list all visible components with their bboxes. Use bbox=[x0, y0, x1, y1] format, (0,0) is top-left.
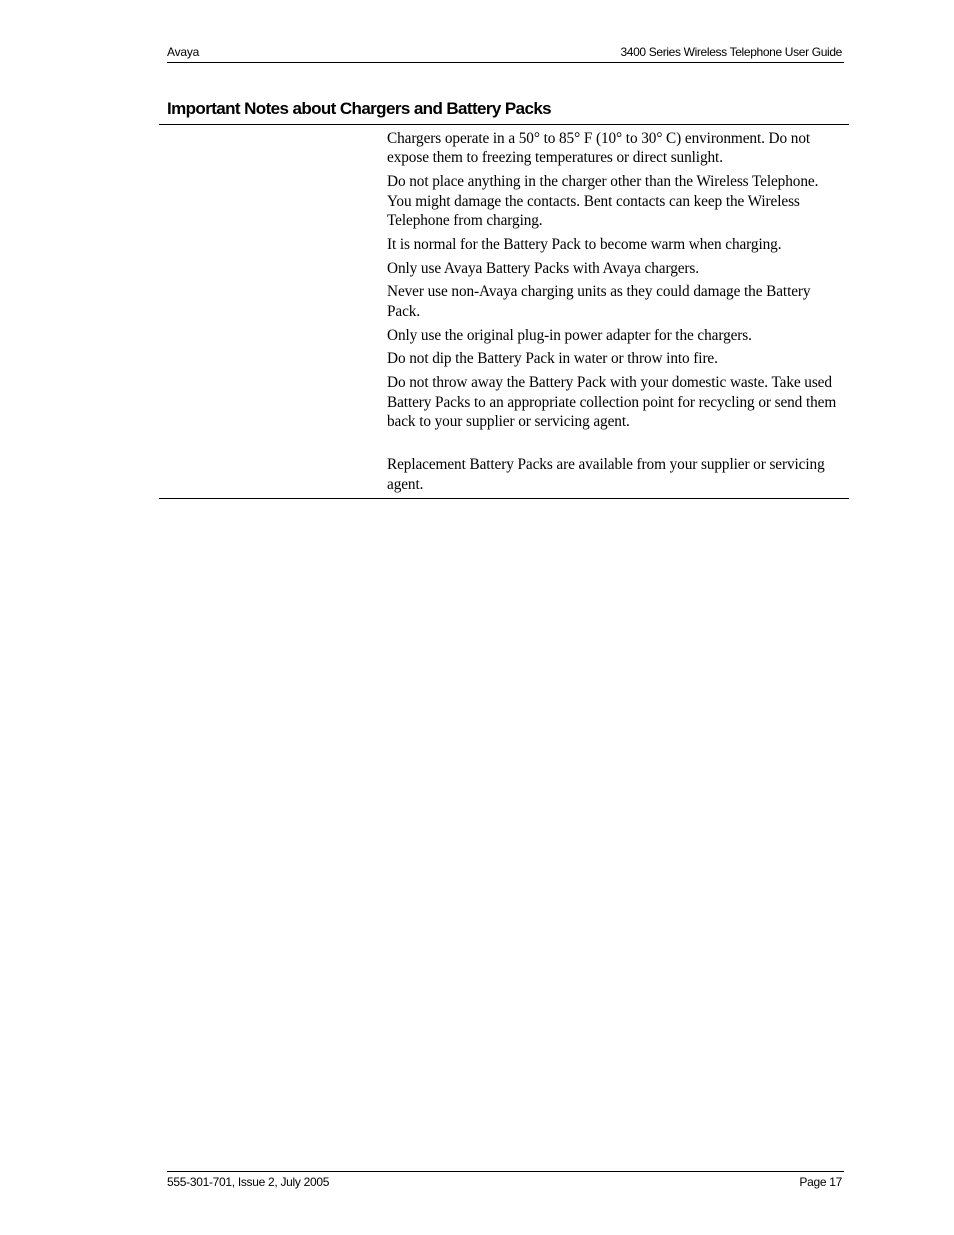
note-item: Never use non-Avaya charging units as they could damage the Battery Pack. bbox=[387, 283, 811, 320]
footer-page-number: Page 17 bbox=[799, 1175, 842, 1189]
note-item: Do not place anything in the charger other than the Wireless Telephone. You might damage the contacts. Bent contacts can keep the Wireless Telephone from charging. bbox=[387, 173, 819, 230]
note-item: Only use Avaya Battery Packs with Avaya chargers. bbox=[387, 259, 700, 277]
note-item: Only use the original plug-in power adapter for the chargers. bbox=[387, 326, 752, 344]
header-company: Avaya bbox=[167, 45, 200, 59]
note-item: Do not throw away the Battery Pack with your domestic waste. Take used Battery Packs to an appropriate collection point for recycling or send them back to your supplier or servicing agent. bbox=[387, 374, 837, 431]
note-item: Do not dip the Battery Pack in water or throw into fire. bbox=[387, 350, 718, 368]
footer-document-id: 555-301-701, Issue 2, July 2005 bbox=[167, 1175, 330, 1189]
section-bottom-divider bbox=[159, 498, 849, 499]
header-document-title: 3400 Series Wireless Telephone User Guide bbox=[620, 45, 842, 59]
section-title: Important Notes about Chargers and Battery Packs bbox=[167, 99, 552, 118]
page-header bbox=[167, 43, 844, 63]
notes-list bbox=[387, 129, 845, 499]
note-item-replacement: Replacement Battery Packs are available from your supplier or servicing agent. bbox=[387, 456, 825, 493]
note-item: Chargers operate in a 50° to 85° F (10° to 30° C) environment. Do not expose them to freezing temperatures or direct sunlight. bbox=[387, 130, 811, 167]
note-item: It is normal for the Battery Pack to become warm when charging. bbox=[387, 235, 782, 253]
section-top-divider bbox=[159, 124, 849, 125]
page-footer bbox=[167, 1171, 844, 1194]
